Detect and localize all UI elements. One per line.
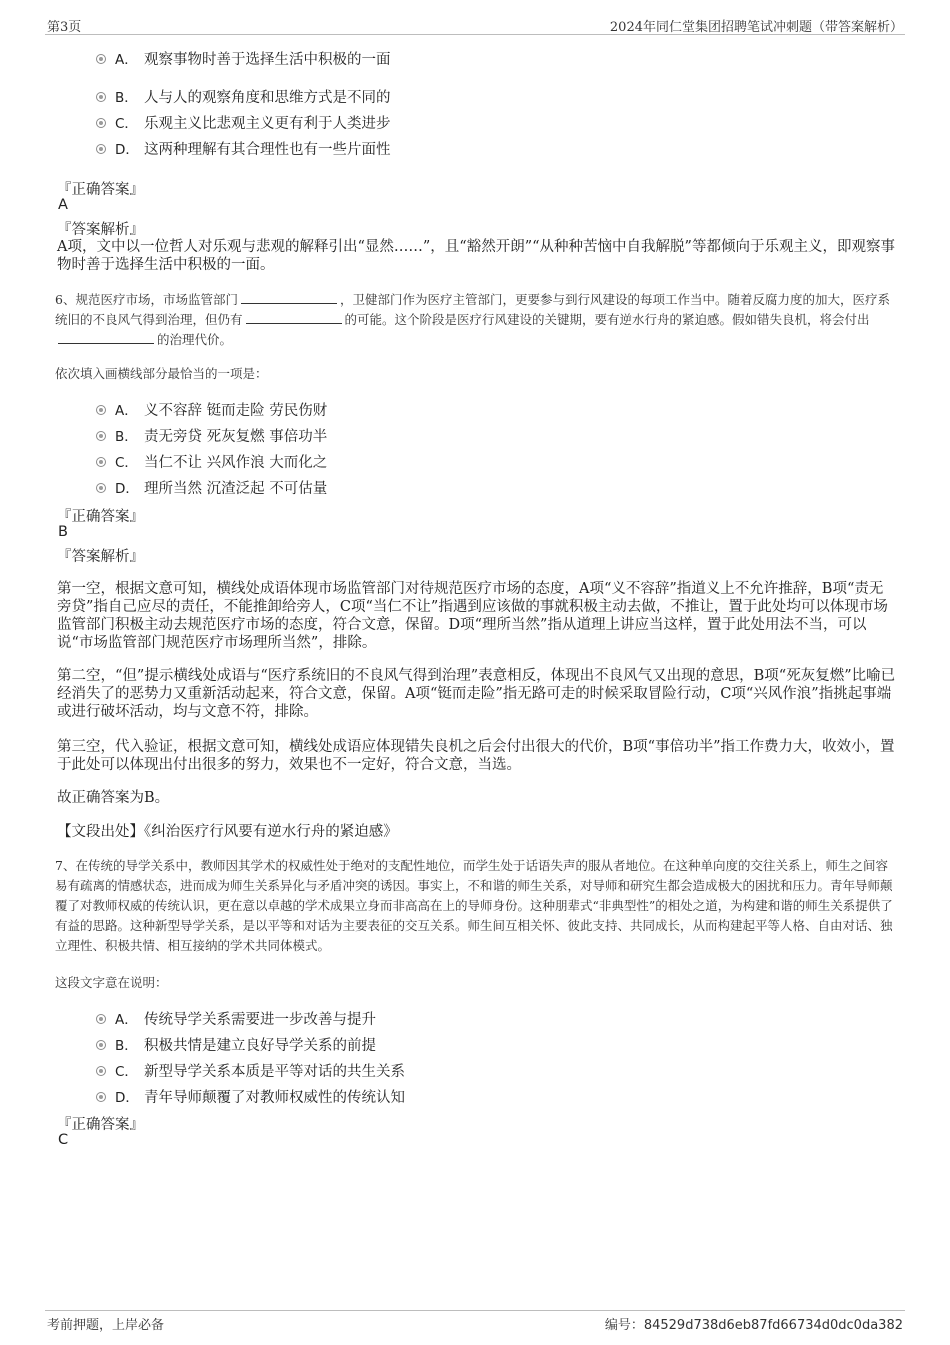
radio-icon[interactable] bbox=[96, 1092, 106, 1102]
question-stem-q7: 7、在传统的导学关系中，教师因其学术的权威性处于绝对的支配性地位，而学生处于话语失声的服从者地位。在这种单向度的交往关系上，师生之间容易有疏离的情感状态，进而成为师生关系异化与矛盾冲突的诱因。事实上，不和谐的师生关系，对导师和研究生都会造成极大的困扰和压力。青年导师颠覆了对教师权威的传统认识，更在意以卓越的学术成果立身而非高高在上的导师身份。这种朋辈式“非典型性”的相处之道，为构建和谐的师生关系提供了有益的思路。这种新型导学关系，是以平等和对话为主要表征的交互关系。师生间互相关怀、彼此支持、共同成长，从而构建起平等人格、自由对话、独立理性、积极共情、相互接纳的学术共同体模式。 bbox=[55, 858, 893, 953]
option-text: 传统导学关系需要进一步改善与提升 bbox=[144, 1012, 376, 1028]
question-prompt: 这段文字意在说明： bbox=[55, 975, 168, 990]
analysis-paragraph-3: 第三空，代入验证，根据文意可知，横线处成语应体现错失良机之后会付出很大的代价，B项“事倍功半”指工作费力大，收效小，置于此处可以体现出付出很多的努力，效果也不一定好，符合文意，当选。 bbox=[57, 739, 895, 773]
answer-value: B bbox=[58, 524, 68, 540]
analysis-paragraph-2: 第二空，“但”提示横线处成语与“医疗系统旧的不良风气得到治理”表意相反，体现出不良风气又出现的意思，B项“死灰复燃”比喻已经消失了的恶势力又重新活动起来，符合文意，保留。A项“铤而走险”指无路可走的时候采取冒险行动，C项“兴风作浪”指挑起事端或进行破坏活动，均与文意不符，排除。 bbox=[57, 668, 896, 720]
answer-label: 『正确答案』 bbox=[57, 509, 144, 525]
option-text: 青年导师颠覆了对教师权威性的传统认知 bbox=[144, 1090, 405, 1106]
option-text: 观察事物时善于选择生活中积极的一面 bbox=[144, 52, 391, 68]
radio-icon[interactable] bbox=[96, 1014, 106, 1024]
fill-blank bbox=[241, 291, 337, 304]
option-text: 当仁不让 兴风作浪 大而化之 bbox=[144, 455, 328, 471]
option-text: 责无旁贷 死灰复燃 事倍功半 bbox=[144, 429, 328, 445]
analysis-label: 『答案解析』 bbox=[57, 549, 144, 565]
radio-icon[interactable] bbox=[96, 457, 106, 467]
page-footer bbox=[45, 1310, 905, 1333]
answer-value: A bbox=[58, 197, 68, 213]
radio-icon[interactable] bbox=[96, 54, 106, 64]
radio-icon[interactable] bbox=[96, 92, 106, 102]
radio-icon[interactable] bbox=[96, 144, 106, 154]
analysis-text: A项，文中以一位哲人对乐观与悲观的解释引出“显然……”，且“豁然开朗”“从种种苦恼中自我解脱”等都倾向于乐观主义，即观察事物时善于选择生活中积极的一面。 bbox=[57, 239, 895, 273]
page-number: 第3页 bbox=[47, 20, 82, 35]
radio-icon[interactable] bbox=[96, 431, 106, 441]
option-text: 义不容辞 铤而走险 劳民伤财 bbox=[144, 403, 328, 419]
page-header bbox=[45, 16, 905, 35]
question-prompt: 依次填入画横线部分最恰当的一项是： bbox=[55, 366, 268, 381]
radio-icon[interactable] bbox=[96, 1066, 106, 1076]
option-text: 新型导学关系本质是平等对话的共生关系 bbox=[144, 1064, 405, 1080]
radio-icon[interactable] bbox=[96, 118, 106, 128]
radio-icon[interactable] bbox=[96, 405, 106, 415]
question-stem-q6: 6、规范医疗市场，市场监管部门 ，卫健部门作为医疗主管部门，更要参与到行风建设的每项工作当中。随着反腐力度的加大，医疗系统旧的不良风气得到治理，但仍有 的可能。这个阶段是医疗行风建设的关键期，要有逆水行舟的紧迫感。假如错失良机，将会付出的治理代价。 bbox=[55, 292, 890, 347]
option-text: 这两种理解有其合理性也有一些片面性 bbox=[144, 142, 391, 158]
answer-label: 『正确答案』 bbox=[57, 182, 144, 198]
analysis-label: 『答案解析』 bbox=[57, 222, 144, 238]
answer-label: 『正确答案』 bbox=[57, 1117, 144, 1133]
fill-blank bbox=[58, 331, 154, 344]
document-title: 2024年同仁堂集团招聘笔试冲刺题（带答案解析） bbox=[609, 20, 903, 35]
analysis-paragraph-1: 第一空，根据文意可知，横线处成语体现市场监管部门对待规范医疗市场的态度，A项“义不容辞”指道义上不允许推辞，B项“责无旁贷”指自己应尽的责任，不能推卸给旁人，C项“当仁不让”指遇到应该做的事就积极主动去做，不推让，置于此处均可以体现市场监管部门积极主动去规范医疗市场的态度，符合文意，保留。D项“理所当然”指从道理上讲应当这样，置于此处用法不当，可以说“市场监管部门规范医疗市场理所当然”，排除。 bbox=[57, 581, 888, 651]
option-text: 积极共情是建立良好导学关系的前提 bbox=[144, 1038, 376, 1054]
option-text: 乐观主义比悲观主义更有利于人类进步 bbox=[144, 116, 391, 132]
option-text: 理所当然 沉渣泛起 不可估量 bbox=[144, 481, 328, 497]
source-citation: 【文段出处】《纠治医疗行风要有逆水行舟的紧迫感》 bbox=[57, 824, 398, 840]
radio-icon[interactable] bbox=[96, 1040, 106, 1050]
option-text: 人与人的观察角度和思维方式是不同的 bbox=[144, 90, 391, 106]
footer-slogan: 考前押题，上岸必备 bbox=[47, 1318, 165, 1333]
answer-value: C bbox=[58, 1132, 69, 1148]
radio-icon[interactable] bbox=[96, 483, 106, 493]
analysis-conclusion: 故正确答案为B。 bbox=[57, 790, 170, 806]
fill-blank bbox=[246, 311, 342, 324]
document-code: 编号：84529d738d6eb87fd66734d0dc0da382 bbox=[604, 1318, 903, 1333]
